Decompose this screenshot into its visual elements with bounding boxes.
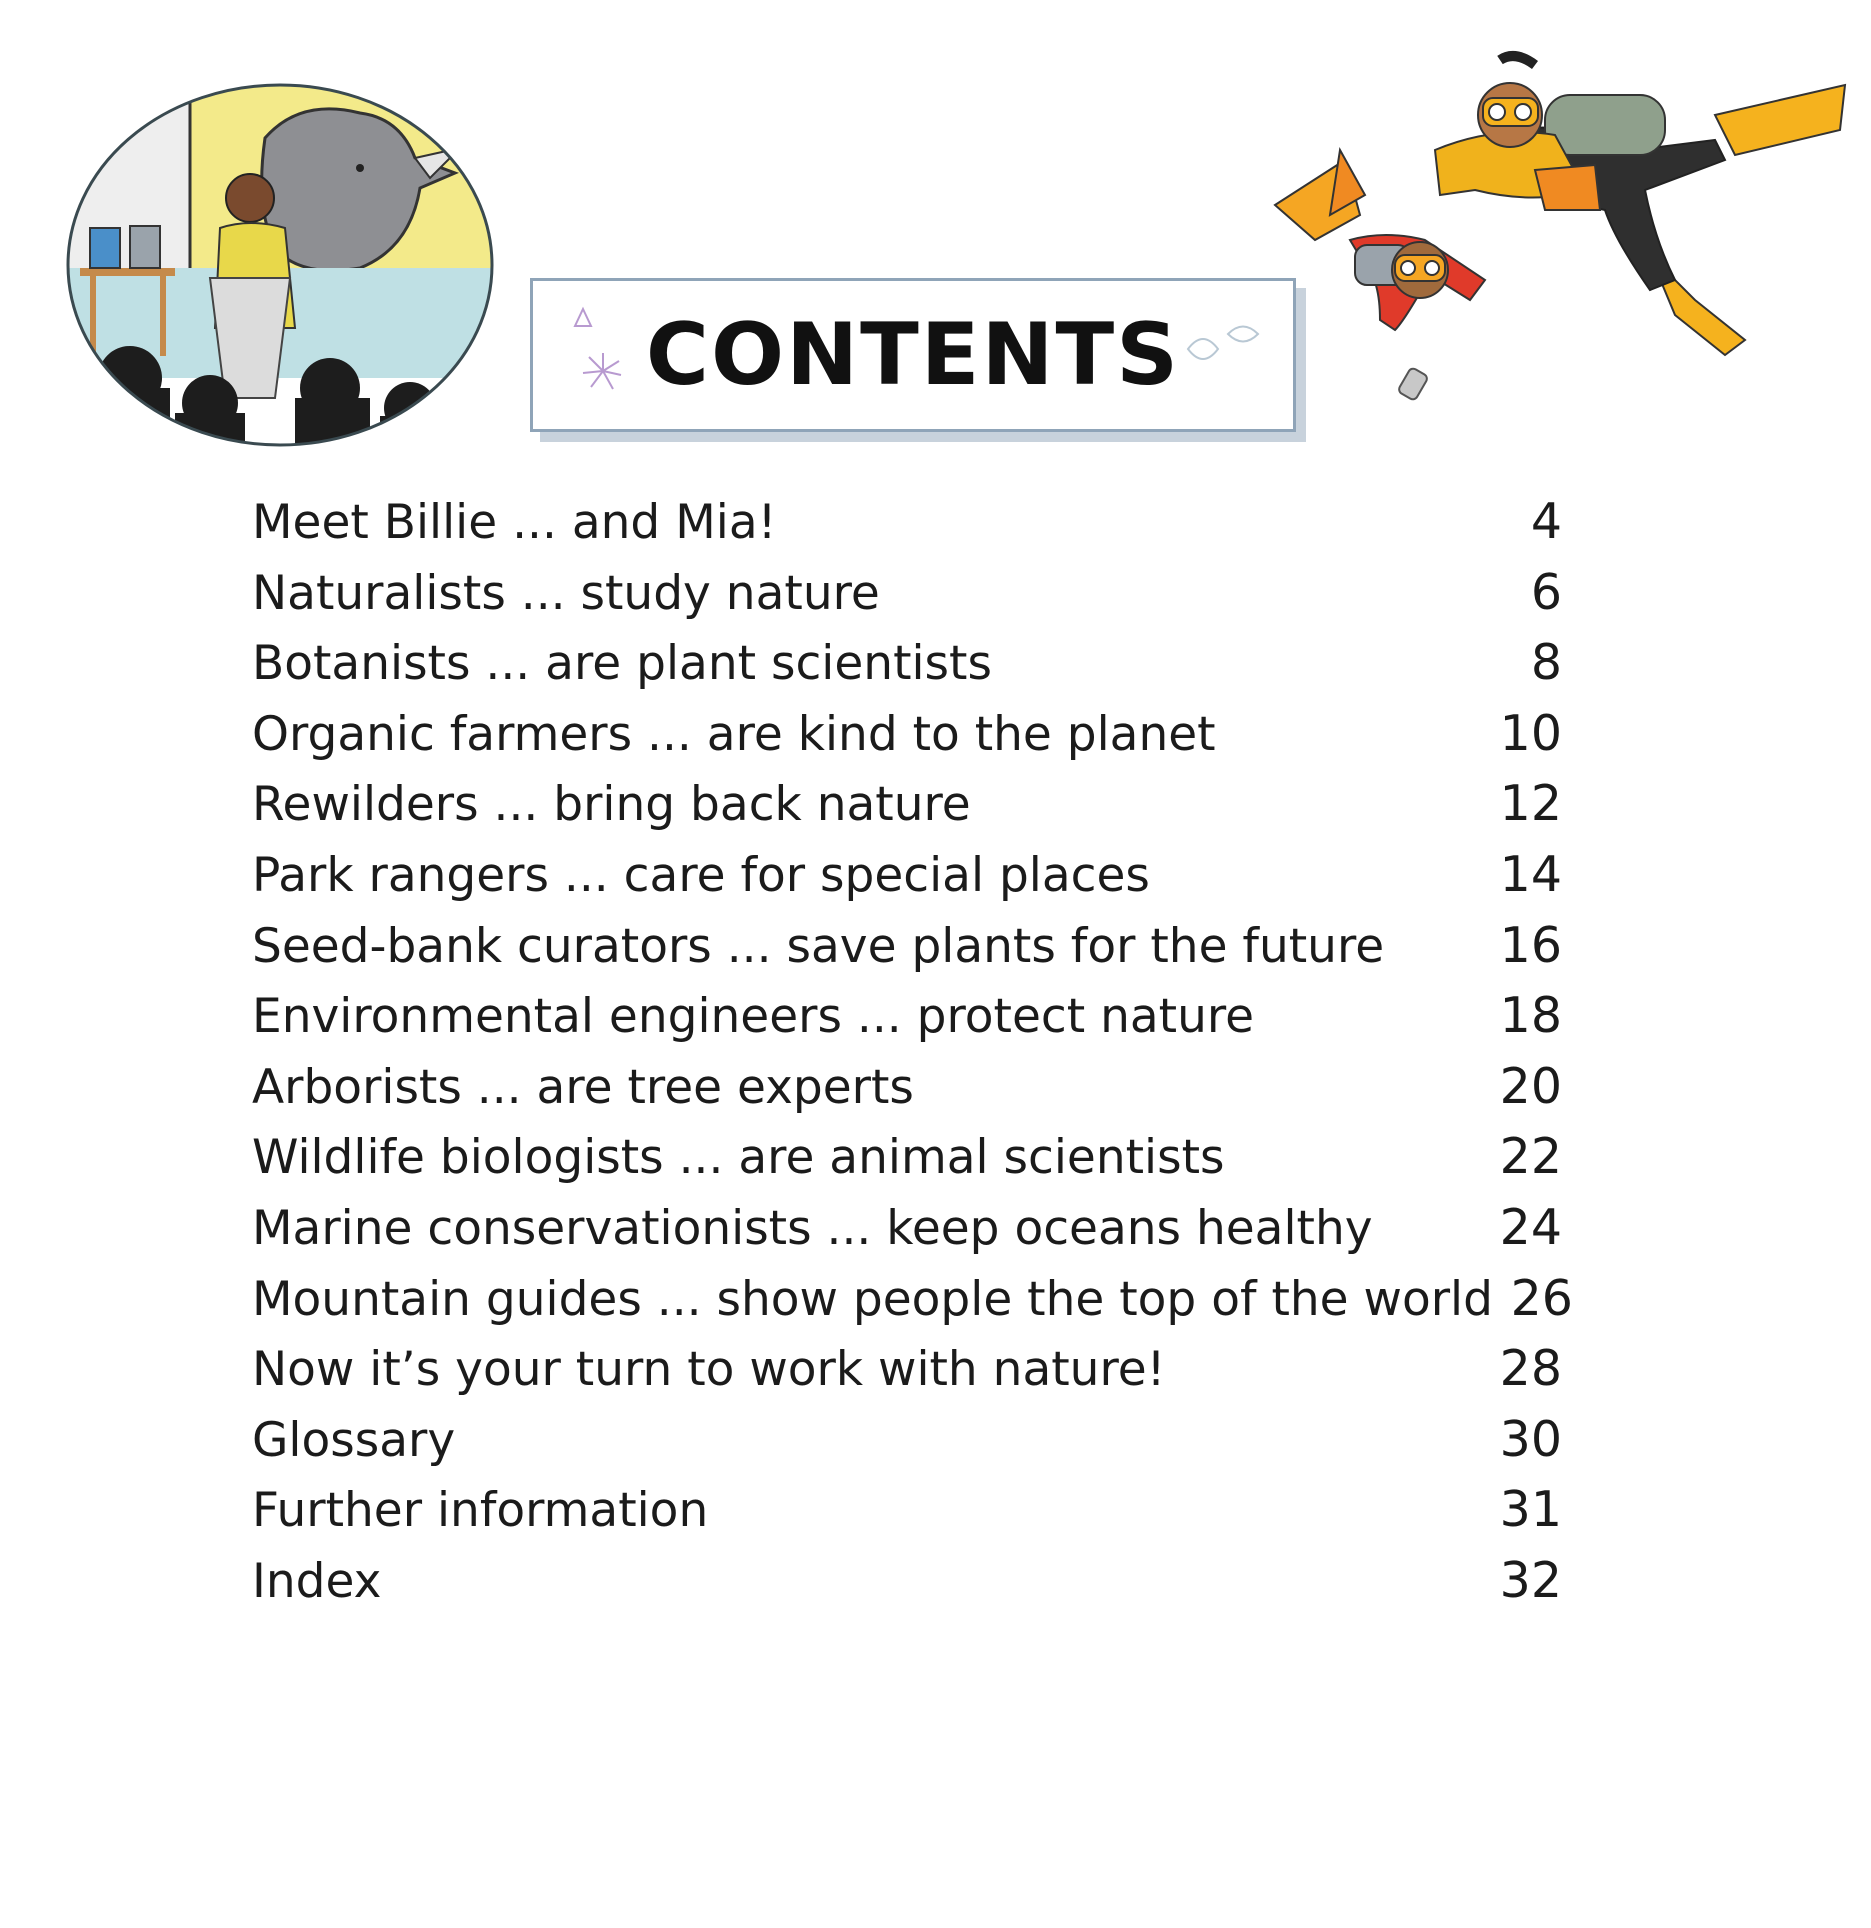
toc-entry [252, 628, 1562, 699]
toc-entry [252, 1264, 1573, 1335]
toc-entry-page-number: 30 [1499, 1410, 1562, 1468]
toc-entry-title: Index [252, 1553, 382, 1609]
toc-entry-page-number: 22 [1499, 1128, 1562, 1186]
toc-entry [252, 981, 1562, 1052]
toc-entry-title: Mountain guides ... show people the top of the world [252, 1271, 1493, 1327]
toc-entry-page-number: 31 [1499, 1481, 1562, 1539]
sparkle-doodle-icon [563, 301, 643, 401]
toc-entry [252, 1193, 1562, 1264]
toc-entry-title: Naturalists ... study nature [252, 565, 880, 621]
toc-entry-title: Meet Billie ... and Mia! [252, 495, 777, 550]
toc-entry [252, 1405, 1562, 1476]
toc-entry-page-number: 10 [1499, 704, 1562, 762]
fish-doodle-icon [1178, 309, 1263, 379]
toc-entry-page-number: 24 [1499, 1198, 1562, 1256]
toc-entry-title: Marine conservationists ... keep oceans healthy [252, 1200, 1373, 1256]
toc-entry-page-number: 14 [1499, 845, 1562, 903]
toc-entry [252, 487, 1562, 558]
toc-entry [252, 1546, 1562, 1617]
toc-entry [252, 558, 1562, 629]
toc-entry-title: Botanists ... are plant scientists [252, 636, 992, 692]
toc-entry [252, 1122, 1562, 1193]
toc-entry [252, 699, 1562, 770]
toc-entry-title: Park rangers ... care for special places [252, 847, 1150, 903]
toc-entry-title: Arborists ... are tree experts [252, 1059, 914, 1115]
toc-entry [252, 769, 1562, 840]
toc-entry-page-number: 16 [1499, 916, 1562, 974]
contents-title-box [530, 278, 1296, 432]
toc-entry-page-number: 6 [1530, 563, 1562, 621]
toc-entry-page-number: 4 [1530, 493, 1562, 550]
toc-entry [252, 1052, 1562, 1123]
toc-entry-title: Seed-bank curators ... save plants for the future [252, 918, 1385, 974]
toc-entry-title: Now it’s your turn to work with nature! [252, 1342, 1166, 1398]
toc-entry [252, 1334, 1562, 1405]
toc-entry-title: Environmental engineers ... protect nature [252, 989, 1255, 1045]
table-of-contents [252, 487, 1573, 1617]
toc-entry-page-number: 26 [1510, 1269, 1573, 1327]
page-title: CONTENTS [645, 305, 1181, 405]
toc-entry-title: Wildlife biologists ... are animal scientists [252, 1130, 1225, 1186]
toc-entry [252, 1475, 1562, 1546]
toc-entry-title: Organic farmers ... are kind to the planet [252, 706, 1216, 762]
presenter-illustration [60, 78, 500, 453]
toc-entry [252, 840, 1562, 911]
toc-entry-page-number: 12 [1499, 775, 1562, 833]
toc-entry-title: Glossary [252, 1412, 456, 1468]
toc-entry-page-number: 32 [1499, 1551, 1562, 1609]
toc-entry-page-number: 8 [1530, 634, 1562, 692]
toc-entry-title: Further information [252, 1483, 709, 1539]
scuba-divers-illustration [1255, 40, 1855, 430]
toc-entry-title: Rewilders ... bring back nature [252, 777, 971, 833]
toc-entry-page-number: 20 [1499, 1057, 1562, 1115]
toc-entry-page-number: 28 [1499, 1340, 1562, 1398]
toc-entry [252, 911, 1562, 982]
toc-entry-page-number: 18 [1499, 987, 1562, 1045]
